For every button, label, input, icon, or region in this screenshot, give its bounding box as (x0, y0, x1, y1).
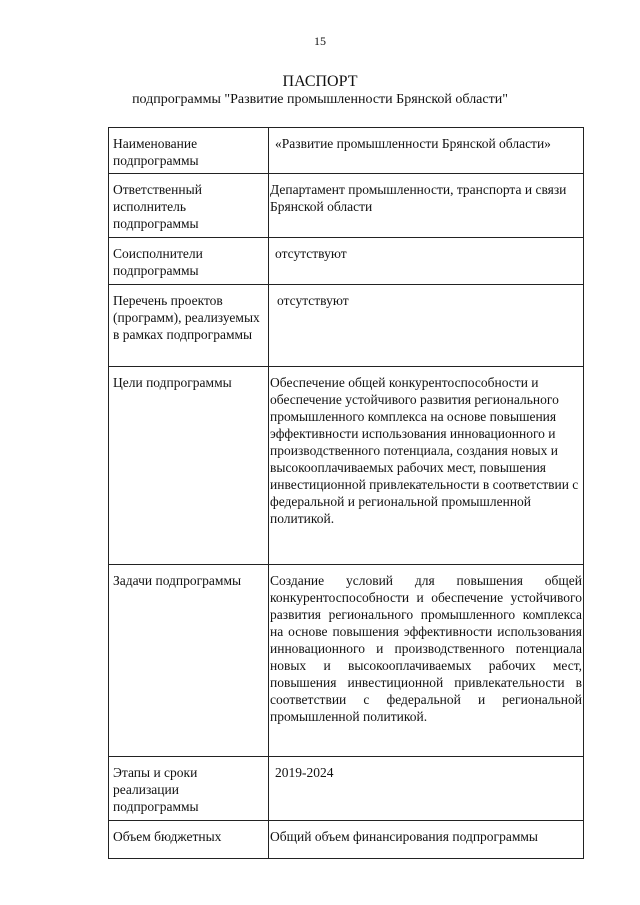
page-subtitle: подпрограммы "Развитие промышленности Брянской области" (132, 92, 508, 107)
table-row (109, 128, 584, 174)
row-label: Перечень проектов (программ), реализуемых в рамках подпрограммы (109, 285, 269, 367)
row-label: Задачи подпрограммы (109, 565, 269, 757)
table-row (109, 285, 584, 367)
page-title: ПАСПОРТ (282, 73, 358, 90)
row-value: Общий объем финансирования подпрограммы (269, 821, 584, 859)
page-number: 15 (314, 34, 326, 48)
row-label: Объем бюджетных (109, 821, 269, 859)
row-value: отсутствуют (269, 285, 584, 367)
table-row (109, 565, 584, 757)
row-value: Департамент промышленности, транспорта и связи Брянской области (269, 174, 584, 238)
row-value: Создание условий для повышения общей конкурентоспособности и обеспечение устойчивого развития регионального промышленного комплекса на основе повышения эффективности использования инновационного и производственного потенциала новых и высокооплачиваемых рабочих мест, повышения инвестиционной привлекательности в соответствии с федеральной и региональной промышленной политикой. (269, 565, 584, 757)
row-label: Цели подпрограммы (109, 367, 269, 565)
table-row (109, 367, 584, 565)
row-value: 2019-2024 (269, 757, 584, 821)
document-heading (0, 72, 640, 108)
row-value: «Развитие промышленности Брянской области» (269, 128, 584, 174)
table-row (109, 821, 584, 859)
table-row (109, 174, 584, 238)
passport-table (108, 127, 584, 859)
row-label: Соисполнители подпрограммы (109, 238, 269, 285)
table-row (109, 238, 584, 285)
row-label: Наименование подпрограммы (109, 128, 269, 174)
row-label: Ответственный исполнитель подпрограммы (109, 174, 269, 238)
row-value: Обеспечение общей конкурентоспособности и обеспечение устойчивого развития регионального промышленного комплекса на основе повышения эффективности использования инновационного и производственного потенциала, создания новых и высокооплачиваемых рабочих мест, повышения инвестиционной привлекательности в соответствии с федеральной и региональной промышленной политикой. (269, 367, 584, 565)
table-row (109, 757, 584, 821)
row-label: Этапы и сроки реализации подпрограммы (109, 757, 269, 821)
row-value: отсутствуют (269, 238, 584, 285)
